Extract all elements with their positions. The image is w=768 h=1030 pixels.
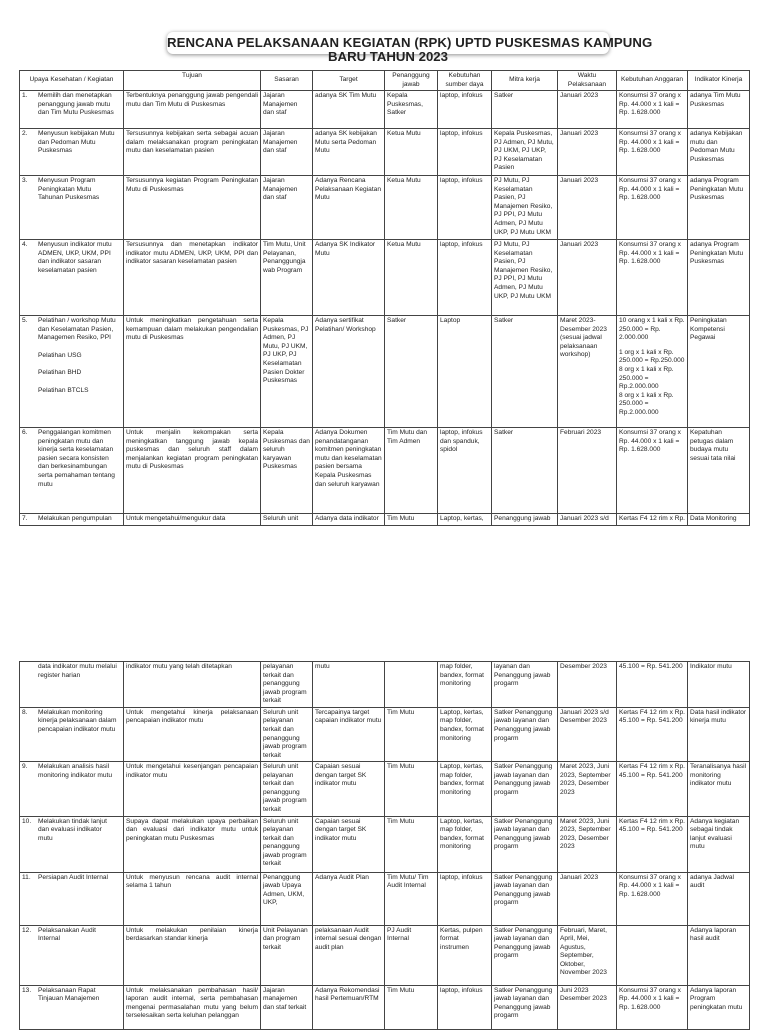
cell-indikator: Data Monitoring xyxy=(688,514,750,526)
cell-kegiatan xyxy=(20,872,124,925)
rpk-table-page-1 xyxy=(19,70,750,526)
cell-indikator: Data hasil indikator kinerja mutu xyxy=(688,707,750,761)
cell-anggaran: Konsumsi 37 orang x Rp. 44.000 x 1 kali = Rp. 1.628.000 xyxy=(617,129,688,176)
cell-sasaran: Seluruh unit pelayanan terkait dan penanggung jawab program terkait xyxy=(261,762,313,816)
kegiatan-text: data indikator mutu melalui register harian xyxy=(38,663,117,679)
cell-kegiatan xyxy=(20,129,124,176)
cell-target: adanya SK kebijakan Mutu serta Pedoman Mutu xyxy=(313,129,385,176)
table-row xyxy=(20,428,750,514)
cell-kegiatan xyxy=(20,91,124,129)
kegiatan-sub-item: Pelatihan USG xyxy=(38,351,82,359)
cell-sumber-daya: Laptop xyxy=(438,316,492,428)
cell-tujuan: Untuk mengetahui/mengukur data xyxy=(124,514,261,526)
cell-anggaran: Kertas F4 12 rim x Rp. xyxy=(617,514,688,526)
cell-mitra: Satker Penanggung jawab layanan dan Penanggung jawab progarm xyxy=(492,985,558,1029)
cell-tujuan: Tersusunnya dan menetapkan indikator indikator mutu ADMEN, UKP, UKM, PPI dan indikator sasaran keselamatan pasien xyxy=(124,240,261,316)
cell-anggaran: Konsumsi 37 orang x Rp. 44.000 x 1 kali = Rp. 1.628.000 xyxy=(617,985,688,1029)
document-page-1 xyxy=(19,0,749,530)
cell-tujuan: Untuk melakukan penilaian kinerja berdasarkan standar kinerja xyxy=(124,925,261,985)
table-row xyxy=(20,762,750,816)
table-row xyxy=(20,176,750,240)
kegiatan-text: Menyusun indikator mutu ADMEN, UKP, UKM, PPI dan indikator sasaran keselamatan pasien xyxy=(38,241,112,274)
header-mitra-kerja: Mitra kerja xyxy=(492,71,558,91)
cell-target: pelaksanaan Audit internal sesuai dengan audit plan xyxy=(313,925,385,985)
cell-anggaran: Konsumsi 37 orang x Rp. 44.000 x 1 kali = Rp. 1.628.000 xyxy=(617,428,688,514)
cell-anggaran: Konsumsi 37 orang x Rp. 44.000 x 1 kali = Rp. 1.628.000 xyxy=(617,240,688,316)
cell-indikator: Adanya kegiatan sebagai tindak lanjut evaluasi mutu xyxy=(688,816,750,872)
cell-anggaran: Konsumsi 37 orang x Rp. 44.000 x 1 kali = Rp. 1.628.000 xyxy=(617,91,688,129)
cell-kegiatan xyxy=(20,316,124,428)
cell-penanggung-jawab: Tim Mutu/ Tim Audit Internal xyxy=(385,872,438,925)
rpk-table-page-2 xyxy=(19,661,750,1030)
cell-sasaran: Seluruh unit xyxy=(261,514,313,526)
table-row xyxy=(20,985,750,1029)
cell-anggaran xyxy=(617,316,688,428)
cell-sasaran: Jajaran Manajemen dan staf xyxy=(261,91,313,129)
table-row xyxy=(20,662,750,708)
row-number: 2. xyxy=(22,130,28,138)
kegiatan-sub-item: Pelatihan BHD xyxy=(38,369,82,377)
cell-indikator: Teranalisanya hasil monitoring indikator mutu xyxy=(688,762,750,816)
cell-penanggung-jawab: PJ Audit Internal xyxy=(385,925,438,985)
row-number: 7. xyxy=(22,515,28,523)
cell-indikator: Indikator mutu xyxy=(688,662,750,708)
cell-tujuan: indikator mutu yang telah ditetapkan xyxy=(124,662,261,708)
header-kebutuhan-sumber-daya: Kebutuhan sumber daya xyxy=(438,71,492,91)
anggaran-sub-item: 8 org x 1 kali x Rp. 250.000 = Rp.2.000.000 xyxy=(619,391,674,416)
cell-waktu: Januari 2023 xyxy=(558,91,617,129)
cell-mitra: Satker Penanggung jawab layanan dan Penanggung jawab progarm xyxy=(492,707,558,761)
cell-indikator: Adanya laporan Program peningkatan mutu xyxy=(688,985,750,1029)
cell-sasaran: Tim Mutu, Unit Pelayanan, Penanggungjawab Program xyxy=(261,240,313,316)
kegiatan-text: Menyusun Program Peningkatan Mutu Tahunan Puskesmas xyxy=(38,177,100,202)
header-tujuan: Tujuan xyxy=(124,71,261,91)
kegiatan-text: Melakukan analisis hasil monitoring indikator mutu xyxy=(38,763,113,779)
cell-penanggung-jawab: Tim Mutu xyxy=(385,707,438,761)
cell-kegiatan xyxy=(20,240,124,316)
cell-sumber-daya: laptop, infokus xyxy=(438,872,492,925)
cell-sasaran: Kepala Puskesmas, PJ Admen, PJ Mutu, PJ UKM, PJ UKP, PJ Keselamatan Pasien Dokter Puskesmas xyxy=(261,316,313,428)
cell-penanggung-jawab: Tim Mutu xyxy=(385,985,438,1029)
cell-tujuan: Tersusunnya kegiatan Program Peningkatan Mutu di Puskesmas xyxy=(124,176,261,240)
kegiatan-text: Pelatihan / workshop Mutu dan Keselamatan Pasien, Managemen Resiko, PPI xyxy=(38,317,116,342)
row-number: 13. xyxy=(22,986,32,994)
cell-sumber-daya: laptop, infokus xyxy=(438,129,492,176)
cell-kegiatan xyxy=(20,762,124,816)
cell-sasaran: Seluruh unit pelayanan terkait dan penanggung jawab program terkait xyxy=(261,816,313,872)
cell-penanggung-jawab: Kepala Puskesmas, Satker xyxy=(385,91,438,129)
cell-waktu: Desember 2023 xyxy=(558,662,617,708)
row-number: 11. xyxy=(22,873,31,881)
cell-sasaran: Seluruh unit pelayanan terkait dan penanggung jawab program terkait xyxy=(261,707,313,761)
kegiatan-sub-item: Pelatihan BTCLS xyxy=(38,386,89,394)
cell-sumber-daya: map folder, bandex, format monitoring xyxy=(438,662,492,708)
table-row xyxy=(20,91,750,129)
cell-waktu: Januari 2023 s/d xyxy=(558,514,617,526)
row-number: 9. xyxy=(22,763,28,771)
header-kebutuhan-anggaran: Kebutuhan Anggaran xyxy=(617,71,688,91)
cell-target: Tercapainya target capaian indikator mutu xyxy=(313,707,385,761)
cell-mitra: Penanggung jawab xyxy=(492,514,558,526)
cell-mitra: Satker xyxy=(492,428,558,514)
cell-anggaran: Konsumsi 37 orang x Rp. 44.000 x 1 kali = Rp. 1.628.000 xyxy=(617,176,688,240)
cell-sumber-daya: Laptop, kertas, map folder, bandex, format monitoring xyxy=(438,762,492,816)
cell-mitra: Kepala Puskesmas, PJ Admen, PJ Mutu, PJ UKM, PJ UKP, PJ Keselamatan Pasien xyxy=(492,129,558,176)
document-title-box xyxy=(167,32,653,64)
cell-target: Adanya Rekomendasi hasil Pertemuan/RTM xyxy=(313,985,385,1029)
cell-indikator: Kepatuhan petugas dalam budaya mutu sesuai tata nilai xyxy=(688,428,750,514)
cell-penanggung-jawab: Tim Mutu xyxy=(385,514,438,526)
cell-target: Adanya Audit Plan xyxy=(313,872,385,925)
row-number: 6. xyxy=(22,429,28,437)
kegiatan-text: Persiapan Audit Internal xyxy=(38,873,109,881)
cell-tujuan: Untuk meningkatkan pengetahuan serta kemampuan dalam melakukan pengendalian mutu di Puskesmas xyxy=(124,316,261,428)
cell-sumber-daya: Laptop, kertas, map folder, bandex, format monitoring xyxy=(438,816,492,872)
cell-sasaran: Jajaran manajemen dan staf terkait xyxy=(261,985,313,1029)
cell-waktu: Maret 2023, Juni 2023, September 2023, Desember 2023 xyxy=(558,762,617,816)
cell-penanggung-jawab: Ketua Mutu xyxy=(385,240,438,316)
table-row xyxy=(20,514,750,526)
cell-tujuan: Untuk mengetahui kesenjangan pencapaian indikator mutu xyxy=(124,762,261,816)
cell-sumber-daya: Laptop, kertas, map folder, bandex, format monitoring xyxy=(438,707,492,761)
table-row xyxy=(20,925,750,985)
table-row xyxy=(20,707,750,761)
cell-sumber-daya: laptop, infokus xyxy=(438,985,492,1029)
cell-sumber-daya: Kertas, pulpen format instrumen xyxy=(438,925,492,985)
header-sasaran: Sasaran xyxy=(261,71,313,91)
cell-waktu: Februari 2023 xyxy=(558,428,617,514)
cell-sumber-daya: laptop, infokus xyxy=(438,176,492,240)
cell-mitra: PJ Mutu, PJ Keselamatan Pasien, PJ Manajemen Resiko, PJ PPI, PJ Mutu Admen, PJ Mutu UKP, PJ Mutu UKM xyxy=(492,176,558,240)
cell-waktu: Februari, Maret, April, Mei, Agustus, September, Oktober, November 2023 xyxy=(558,925,617,985)
kegiatan-text: Melakukan tindak lanjut dan evaluasi indikator mutu xyxy=(38,817,107,842)
cell-mitra: Satker Penanggung jawab layanan dan Penanggung jawab progarm xyxy=(492,816,558,872)
cell-indikator: adanya Program Peningkatan Mutu Puskesmas xyxy=(688,240,750,316)
row-number: 1. xyxy=(22,92,28,100)
cell-kegiatan xyxy=(20,176,124,240)
row-number: 3. xyxy=(22,177,28,185)
cell-penanggung-jawab: Satker xyxy=(385,316,438,428)
cell-anggaran: Kertas F4 12 rim x Rp. 45.100 = Rp. 541.200 xyxy=(617,816,688,872)
cell-anggaran xyxy=(617,925,688,985)
kegiatan-text: Pelaksanakan Audit Internal xyxy=(38,926,96,943)
cell-kegiatan xyxy=(20,428,124,514)
kegiatan-text: Penggalangan komitmen peningkatan mutu dan kinerja serta keselamatan pasien secara konsisten dan berkesinambungan serta pemahaman tentang mutu xyxy=(38,429,115,488)
cell-sasaran: Jajaran Manajemen dan staf xyxy=(261,129,313,176)
cell-target: Adanya SK Indikator Mutu xyxy=(313,240,385,316)
cell-sasaran: Kepala Puskesmas dan seluruh karyawan Puskesmas xyxy=(261,428,313,514)
cell-penanggung-jawab: Tim Mutu xyxy=(385,762,438,816)
cell-anggaran: Kertas F4 12 rim x Rp. 45.100 = Rp. 541.200 xyxy=(617,762,688,816)
cell-tujuan: Untuk menyusun rencana audit internal selama 1 tahun xyxy=(124,872,261,925)
row-number: 8. xyxy=(22,708,28,716)
cell-indikator: adanya Tim Mutu Puskesmas xyxy=(688,91,750,129)
cell-waktu: Januari 2023 s/d Desember 2023 xyxy=(558,707,617,761)
cell-kegiatan xyxy=(20,662,124,708)
kegiatan-text: Memilih dan menetapkan penanggung jawab mutu dan Tim Mutu Puskesmas xyxy=(38,92,114,117)
cell-sumber-daya: Laptop, kertas, xyxy=(438,514,492,526)
cell-kegiatan xyxy=(20,985,124,1029)
cell-target: adanya SK Tim Mutu xyxy=(313,91,385,129)
cell-tujuan: Untuk mengetahui kinerja pelaksanaan pencapaian indikator mutu xyxy=(124,707,261,761)
cell-anggaran: Konsumsi 37 orang x Rp. 44.000 x 1 kali = Rp. 1.628.000 xyxy=(617,872,688,925)
cell-indikator: adanya Jadwal audit xyxy=(688,872,750,925)
document-title-continuation: BARU TAHUN 2023 xyxy=(328,49,448,64)
cell-mitra: Satker xyxy=(492,316,558,428)
cell-waktu: Januari 2023 xyxy=(558,240,617,316)
cell-indikator: adanya Kebijakan mutu dan Pedoman Mutu Puskesmas xyxy=(688,129,750,176)
cell-anggaran: Kertas F4 12 rim x Rp. 45.100 = Rp. 541.200 xyxy=(617,707,688,761)
cell-penanggung-jawab: Tim Mutu xyxy=(385,816,438,872)
cell-kegiatan xyxy=(20,514,124,526)
cell-anggaran: 45.100 = Rp. 541.200 xyxy=(617,662,688,708)
kegiatan-text: Melakukan monitoring kinerja pelaksanaan dalam pencapaian indikator mutu xyxy=(38,708,117,733)
cell-indikator: Adanya laporan hasil audit xyxy=(688,925,750,985)
cell-sasaran: Penanggung jawab Upaya Admen, UKM, UKP, xyxy=(261,872,313,925)
cell-penanggung-jawab: Ketua Mutu xyxy=(385,176,438,240)
header-target: Target xyxy=(313,71,385,91)
table-row xyxy=(20,129,750,176)
cell-mitra: Satker Penanggung jawab layanan dan Penanggung jawab progarm xyxy=(492,925,558,985)
header-penanggung-jawab: Penanggung jawab xyxy=(385,71,438,91)
cell-sasaran: pelayanan terkait dan penanggung jawab program terkait xyxy=(261,662,313,708)
kegiatan-text: Menyusun kebijakan Mutu dan Pedoman Mutu Puskesmas xyxy=(38,130,115,155)
cell-target: Adanya data indikator xyxy=(313,514,385,526)
row-number: 5. xyxy=(22,317,28,325)
cell-sumber-daya: laptop, infokus dan spanduk, spidol xyxy=(438,428,492,514)
cell-kegiatan xyxy=(20,707,124,761)
row-number: 12. xyxy=(22,926,32,934)
table-row xyxy=(20,316,750,428)
cell-sasaran: Jajaran Manajemen dan staf xyxy=(261,176,313,240)
cell-mitra: Satker Penanggung jawab layanan dan Penanggung jawab progarm xyxy=(492,872,558,925)
cell-mitra: layanan dan Penanggung jawab progarm xyxy=(492,662,558,708)
header-waktu-pelaksanaan: Waktu Pelaksanaan xyxy=(558,71,617,91)
cell-kegiatan xyxy=(20,816,124,872)
cell-waktu: Juni 2023 Desember 2023 xyxy=(558,985,617,1029)
cell-waktu: Januari 2023 xyxy=(558,176,617,240)
cell-tujuan: Untuk menjalin kekompakan serta meningkatkan tanggung jawab kepala puskesmas dan seluruh staff dalam menjalankan kegiatan program peningkatan mutu di Puskesmas xyxy=(124,428,261,514)
table-row xyxy=(20,872,750,925)
cell-tujuan: Untuk melaksanakan pembahasan hasil/ laporan audit internal, serta pembahasan mengenai permasalahan mutu yang belum terselesaikan serta keluhan pelanggan xyxy=(124,985,261,1029)
cell-kegiatan xyxy=(20,925,124,985)
cell-penanggung-jawab: Tim Mutu dan Tim Admen xyxy=(385,428,438,514)
anggaran-sub-item: 1 org x 1 kali x Rp. 250.000 = Rp.250.000 xyxy=(619,348,685,365)
cell-target: mutu xyxy=(313,662,385,708)
cell-sumber-daya: laptop, infokus xyxy=(438,91,492,129)
cell-indikator: Peningkatan Kompetensi Pegawai xyxy=(688,316,750,428)
table-row xyxy=(20,816,750,872)
cell-target: Adanya sertifikat Pelatihan/ Workshop xyxy=(313,316,385,428)
cell-mitra: Satker xyxy=(492,91,558,129)
cell-target: Adanya Dokumen penandatanganan komitmen peningkatan mutu dan keselamatan pasien bersama Kepala Puskesmas dan seluruh karyawan xyxy=(313,428,385,514)
cell-tujuan: Terbentuknya penanggung jawab pengendali mutu dan Tim Mutu di Puskesmas xyxy=(124,91,261,129)
row-number: 4. xyxy=(22,241,28,249)
cell-penanggung-jawab: Ketua Mutu xyxy=(385,129,438,176)
kegiatan-text: Pelaksanaan Rapat Tinjauan Manajemen xyxy=(38,986,100,1003)
cell-waktu: Januari 2023 xyxy=(558,129,617,176)
table-row xyxy=(20,240,750,316)
table-header-row xyxy=(20,71,750,91)
row-number: 10. xyxy=(22,817,32,825)
cell-waktu: Maret 2023-Desember 2023 (sesuai jadwal pelaksanaan workshop) xyxy=(558,316,617,428)
cell-waktu: Januari 2023 xyxy=(558,872,617,925)
cell-waktu: Maret 2023, Juni 2023, September 2023, Desember 2023 xyxy=(558,816,617,872)
cell-tujuan: Supaya dapat melakukan upaya perbaikan dan evaluasi dari indikator mutu untuk peningkatan mutu Puskesmas xyxy=(124,816,261,872)
header-kegiatan: Upaya Kesehatan / Kegiatan xyxy=(20,71,124,91)
cell-mitra: Satker Penanggung jawab layanan dan Penanggung jawab progarm xyxy=(492,762,558,816)
anggaran-sub-item: 8 org x 1 kali x Rp. 250.000 = Rp.2.000.000 xyxy=(619,365,674,391)
cell-penanggung-jawab xyxy=(385,662,438,708)
header-indikator-kinerja: Indikator Kinerja xyxy=(688,71,750,91)
cell-tujuan: Tersusunnya kebijakan serta sebagai acuan dalam melaksanakan program peningkatan mutu dan keselamatan pasien xyxy=(124,129,261,176)
anggaran-text: 10 orang x 1 kali x Rp. 250.000 = Rp. 2.000.000 xyxy=(619,317,685,342)
cell-target: Capaian sesuai dengan target SK indikator mutu xyxy=(313,762,385,816)
cell-mitra: PJ Mutu, PJ Keselamatan Pasien, PJ Manajemen Resiko, PJ PPI, PJ Mutu Admen, PJ Mutu UKP, PJ Mutu UKM xyxy=(492,240,558,316)
cell-target: Capaian sesuai dengan target SK indikator mutu xyxy=(313,816,385,872)
cell-indikator: adanya Program Peningkatan Mutu Puskesmas xyxy=(688,176,750,240)
cell-sasaran: Unit Pelayanan dan program terkait xyxy=(261,925,313,985)
document-page-2 xyxy=(19,661,749,1024)
cell-sumber-daya: laptop, infokus xyxy=(438,240,492,316)
kegiatan-text: Melakukan pengumpulan xyxy=(38,515,112,523)
cell-target: Adanya Rencana Pelaksanaan Kegiatan Mutu xyxy=(313,176,385,240)
document-title: RENCANA PELAKSANAAN KEGIATAN (RPK) UPTD PUSKESMAS KAMPUNG xyxy=(167,35,653,50)
